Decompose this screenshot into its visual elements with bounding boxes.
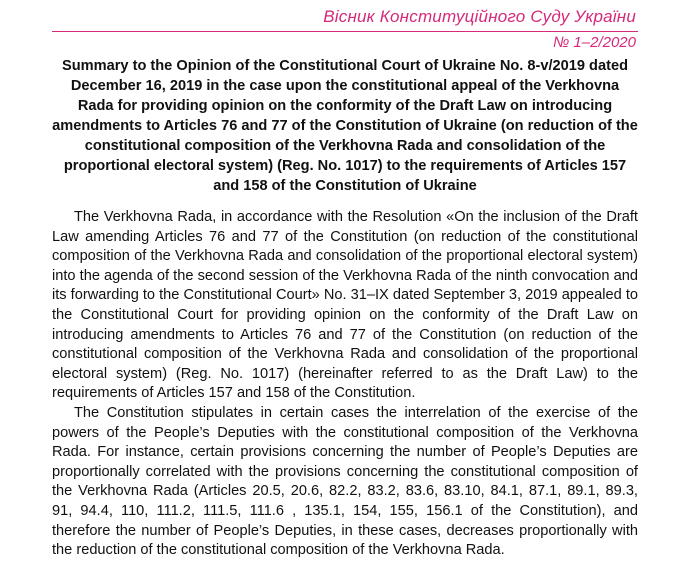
- journal-title: Вісник Конституційного Суду України: [323, 7, 636, 26]
- issue-number: № 1–2/2020: [553, 34, 636, 51]
- header-rule: [52, 31, 638, 32]
- article-heading: Summary to the Opinion of the Constitutional Court of Ukraine No. 8-v/2019 dated December 16, 2019 in the case upon the constitutional appeal of the Verkhovna Rada for providing opinion on the conformity of the Draft Law on introducing amendments to Articles 76 and 77 of the Constitution of Ukraine (on reduction of the constitutional composition of the Verkhovna Rada and consolidation of the proportional electoral system) (Reg. No. 1017) to the requirements of Articles 157 and 158 of the Constitution of Ukraine: [52, 58, 638, 194]
- paragraph: The Constitution stipulates in certain cases the interrelation of the exercise of the powers of the People’s Deputies with the constitutional composition of the Verkhovna Rada. For instance, certain provisions concerning the number of People’s Deputies are proportionally correlated with the provisions concerning the constitutional composition of the Verkhovna Rada (Articles 20.5, 20.6, 82.2, 83.2, 83.6, 83.10, 84.1, 87.1, 89.1, 89.3, 91, 94.4, 110, 111.2, 111.5, 111.6 , 135.1, 154, 155, 156.1 of the Constitution), and therefore the number of People’s Deputies, in these cases, decreases proportionally with the reduction of the constitutional composition of the Verkhovna Rada.: [52, 404, 638, 559]
- paragraph: The Verkhovna Rada, in accordance with the Resolution «On the inclusion of the Draft Law amending Articles 76 and 77 of the Constitution (on reduction of the constitutional composition of the Verkhovna Rada and consolidation of the proportional electoral system) into the agenda of the second session of the Verkhovna Rada of the ninth convocation and its forwarding to the Constitutional Court» No. 31–IX dated September 3, 2019 appealed to the Constitutional Court for providing opinion on the conformity of the Draft Law on introducing amendments to Articles 76 and 77 of the Constitution (on reduction of the constitutional composition of the Verkhovna Rada and consolidation of the proportional electoral system) (Reg. No. 1017) (hereinafter referred to as the Draft Law) to the requirements of Articles 157 and 158 of the Constitution.: [52, 209, 638, 402]
- article-body: [52, 208, 638, 561]
